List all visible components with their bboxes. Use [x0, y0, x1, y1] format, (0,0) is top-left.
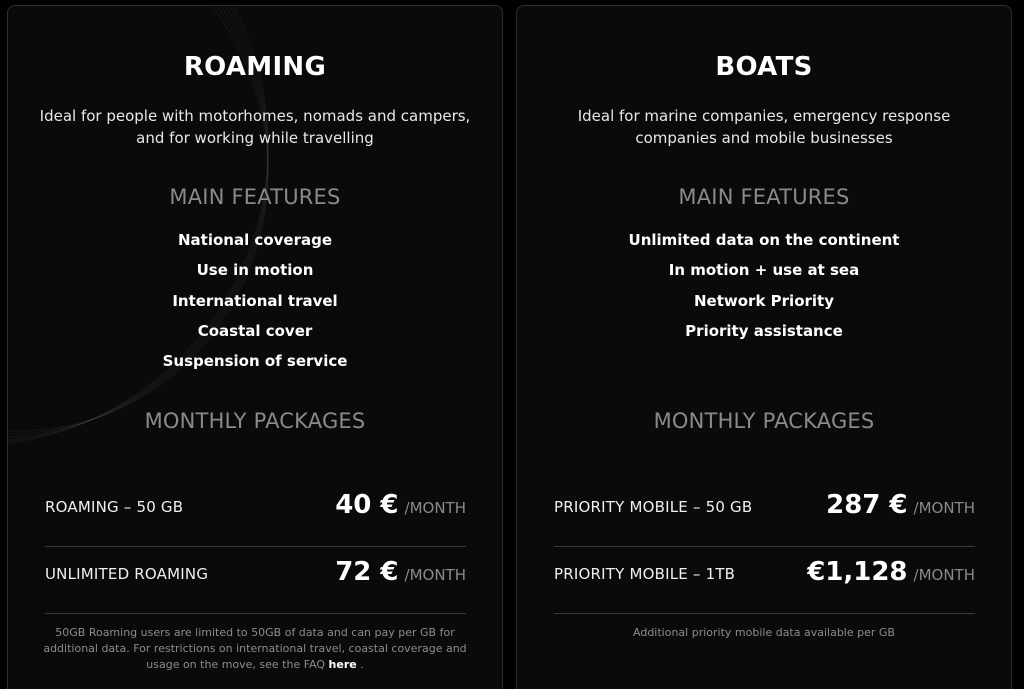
- price-amount: 287 €: [826, 490, 908, 520]
- plan-card-roaming: [7, 5, 503, 689]
- footnote-text: 50GB Roaming users are limited to 50GB of data and can pay per GB for additional data. For restrictions on international travel, coastal coverage and usage on the move, see the FAQ: [43, 626, 467, 671]
- feature-item: Unlimited data on the continent: [628, 231, 900, 249]
- package-price: [335, 490, 466, 520]
- plan-description: Ideal for people with motorhomes, nomads and campers, and for working while travelling: [39, 107, 471, 147]
- package-price: [807, 557, 975, 587]
- package-name: UNLIMITED ROAMING: [45, 565, 209, 583]
- features-heading: MAIN FEATURES: [169, 185, 341, 209]
- feature-item: Use in motion: [196, 261, 314, 280]
- feature-item: In motion + use at sea: [668, 261, 860, 280]
- features-heading: MAIN FEATURES: [678, 185, 850, 209]
- packages-list: [45, 480, 466, 614]
- packages-list: [554, 480, 975, 614]
- feature-item: Priority assistance: [685, 321, 843, 340]
- price-unit: /MONTH: [404, 499, 466, 517]
- price-unit: /MONTH: [913, 566, 975, 584]
- plan-footnote: [32, 625, 478, 673]
- plan-card-boats: [516, 5, 1012, 689]
- plan-title: BOATS: [715, 52, 813, 82]
- features-list: [8, 230, 502, 381]
- package-name: PRIORITY MOBILE – 1TB: [554, 565, 736, 583]
- package-price: [335, 557, 466, 587]
- plan-title: ROAMING: [183, 52, 327, 82]
- faq-link[interactable]: here: [328, 658, 357, 671]
- plan-description: Ideal for marine companies, emergency response companies and mobile businesses: [577, 107, 951, 147]
- feature-item: Network Priority: [694, 291, 834, 310]
- feature-item: Coastal cover: [197, 321, 313, 340]
- package-row: [45, 480, 466, 547]
- package-row: [45, 547, 466, 614]
- price-unit: /MONTH: [404, 566, 466, 584]
- plan-footnote: Additional priority mobile data available per GB: [633, 626, 895, 639]
- packages-heading: MONTHLY PACKAGES: [144, 409, 366, 433]
- packages-heading: MONTHLY PACKAGES: [653, 409, 875, 433]
- package-row: [554, 547, 975, 614]
- feature-item: International travel: [172, 291, 338, 310]
- package-name: ROAMING – 50 GB: [45, 498, 184, 516]
- price-amount: 40 €: [335, 490, 399, 520]
- price-unit: /MONTH: [913, 499, 975, 517]
- feature-item: National coverage: [177, 231, 333, 249]
- package-row: [554, 480, 975, 547]
- features-list: [517, 230, 1011, 351]
- price-amount: 72 €: [335, 557, 399, 587]
- footnote-end: .: [360, 658, 364, 671]
- feature-item: Suspension of service: [162, 352, 348, 371]
- package-name: PRIORITY MOBILE – 50 GB: [554, 498, 753, 516]
- package-price: [826, 490, 975, 520]
- price-amount: €1,128: [807, 557, 908, 587]
